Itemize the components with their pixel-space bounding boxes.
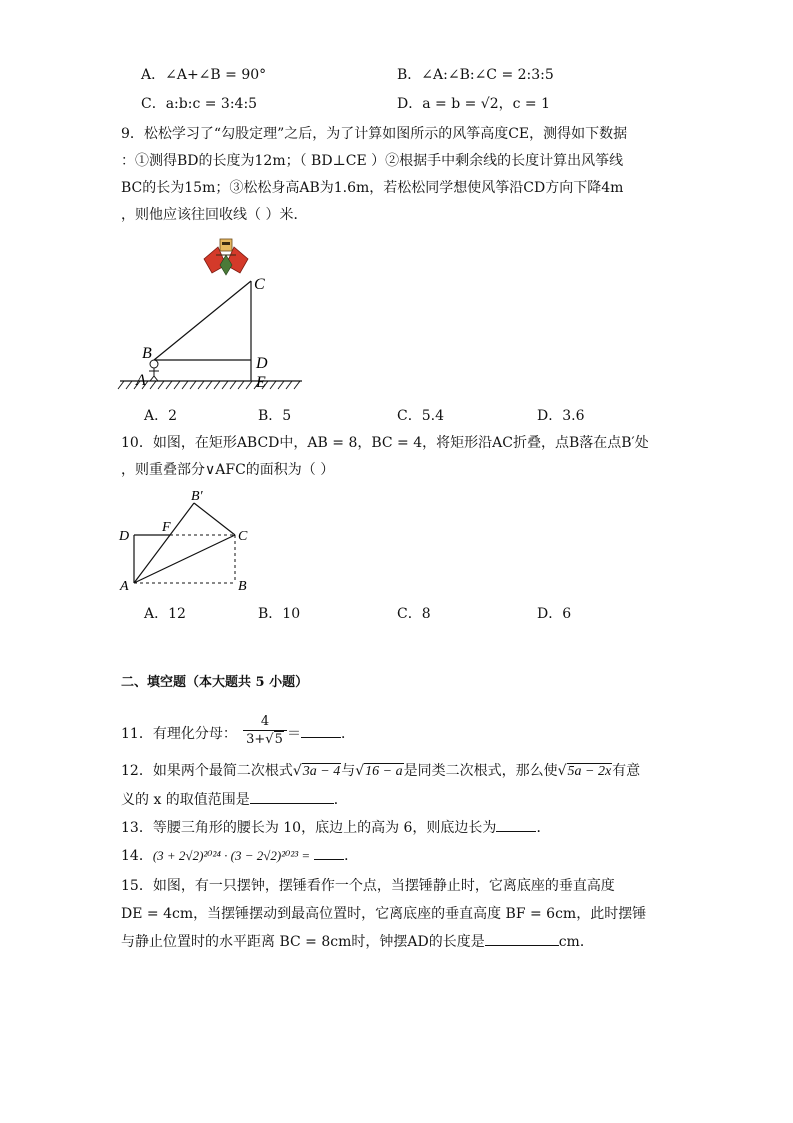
q10-option-b: B．10 [258,606,301,622]
q10-option-a: A．12 [144,606,186,622]
fold-label-a: A [120,579,129,594]
kite-label-d: D [256,355,268,372]
q12-answer-blank[interactable] [250,790,334,804]
kite-figure [112,235,312,395]
kite-label-e: E [256,374,266,391]
q9-option-b: B．5 [258,408,292,424]
q9-option-d: D．3.6 [537,408,585,424]
q10-text-line1: 10．如图，在矩形ABCD中，AB = 8，BC = 4，将矩形沿AC折叠，点B落在点B′处 [121,435,649,451]
q13-answer-blank[interactable] [496,818,536,832]
q9-option-a: A．2 [144,408,178,424]
q15-line2: DE = 4cm，当摆锤摆动到最高位置时，它离底座的垂直高度 BF = 6cm，此时摆锤 [121,906,647,922]
q11-prefix: 11．有理化分母： [121,726,237,742]
q9-text-line1: 9．松松学习了“勾股定理”之后，为了计算如图所示的风筝高度CE，测得如下数据 [121,126,628,142]
section-heading: 二、填空题（本大题共 5 小题） [121,675,309,690]
fold-label-f: F [162,520,171,535]
q13-line: 13．等腰三角形的腰长为 10，底边上的高为 6，则底边长为 ． [121,820,551,836]
q11-fraction [243,713,287,748]
q9-text-line3: BC的长为15m；③松松身高AB为1.6m，若松松同学想使风筝沿CD方向下降4m [121,180,624,196]
q8-option-b: B．∠A:∠B:∠C = 2:3:5 [397,67,554,83]
fold-label-c: C [238,529,248,544]
kite-label-c: C [254,276,265,293]
q10-option-d: D．6 [537,606,572,622]
q11-numerator: 4 [260,714,270,729]
q12-line1: 12．如果两个最简二次根式√3a − 4与√16 − a是同类二次根式，那么使√5a − 2x有意 [121,763,641,779]
q10-text-line2: ，则重叠部分∨AFC的面积为（ ） [121,462,335,478]
q15-line3: 与静止位置时的水平距离 BC = 8cm时，钟摆AD的长度是 cm． [121,934,594,950]
kite-label-b: B [142,345,152,362]
q10-option-c: C．8 [397,606,431,622]
q15-answer-blank[interactable] [485,932,559,946]
fold-label-bprime: B′ [191,489,203,504]
kite-label-a: A [136,372,146,389]
q9-text-line4: ，则他应该往回收线（ ）米． [121,207,308,223]
q11-denominator: 3+√5 [246,732,283,747]
q11-answer-blank[interactable] [301,724,341,738]
q9-option-c: C．5.4 [397,408,444,424]
q8-option-c: C．a:b:c = 3:4:5 [141,96,258,112]
q11-equals: ＝ ． [287,726,355,742]
q14-line: 14．(3 + 2√2)²⁰²⁴ · (3 − 2√2)²⁰²³ = ． [121,848,359,864]
fold-label-b: B [238,579,247,594]
q8-option-a: A．∠A+∠B = 90° [141,67,267,83]
q9-text-line2: ：①测得BD的长度为12m；（ BD⊥CE ）②根据手中剩余线的长度计算出风筝线 [121,153,624,169]
q8-option-d: D．a = b = √2，c = 1 [397,96,551,112]
q12-line2: 义的 x 的取值范围是 ． [121,792,348,808]
q14-answer-blank[interactable] [314,846,344,860]
q15-line1: 15．如图，有一只摆钟，摆锤看作一个点，当摆锤静止时，它离底座的垂直高度 [121,878,615,894]
rectangle-fold-figure [115,486,260,596]
fold-label-d: D [119,529,130,544]
kite-icon [204,239,248,275]
